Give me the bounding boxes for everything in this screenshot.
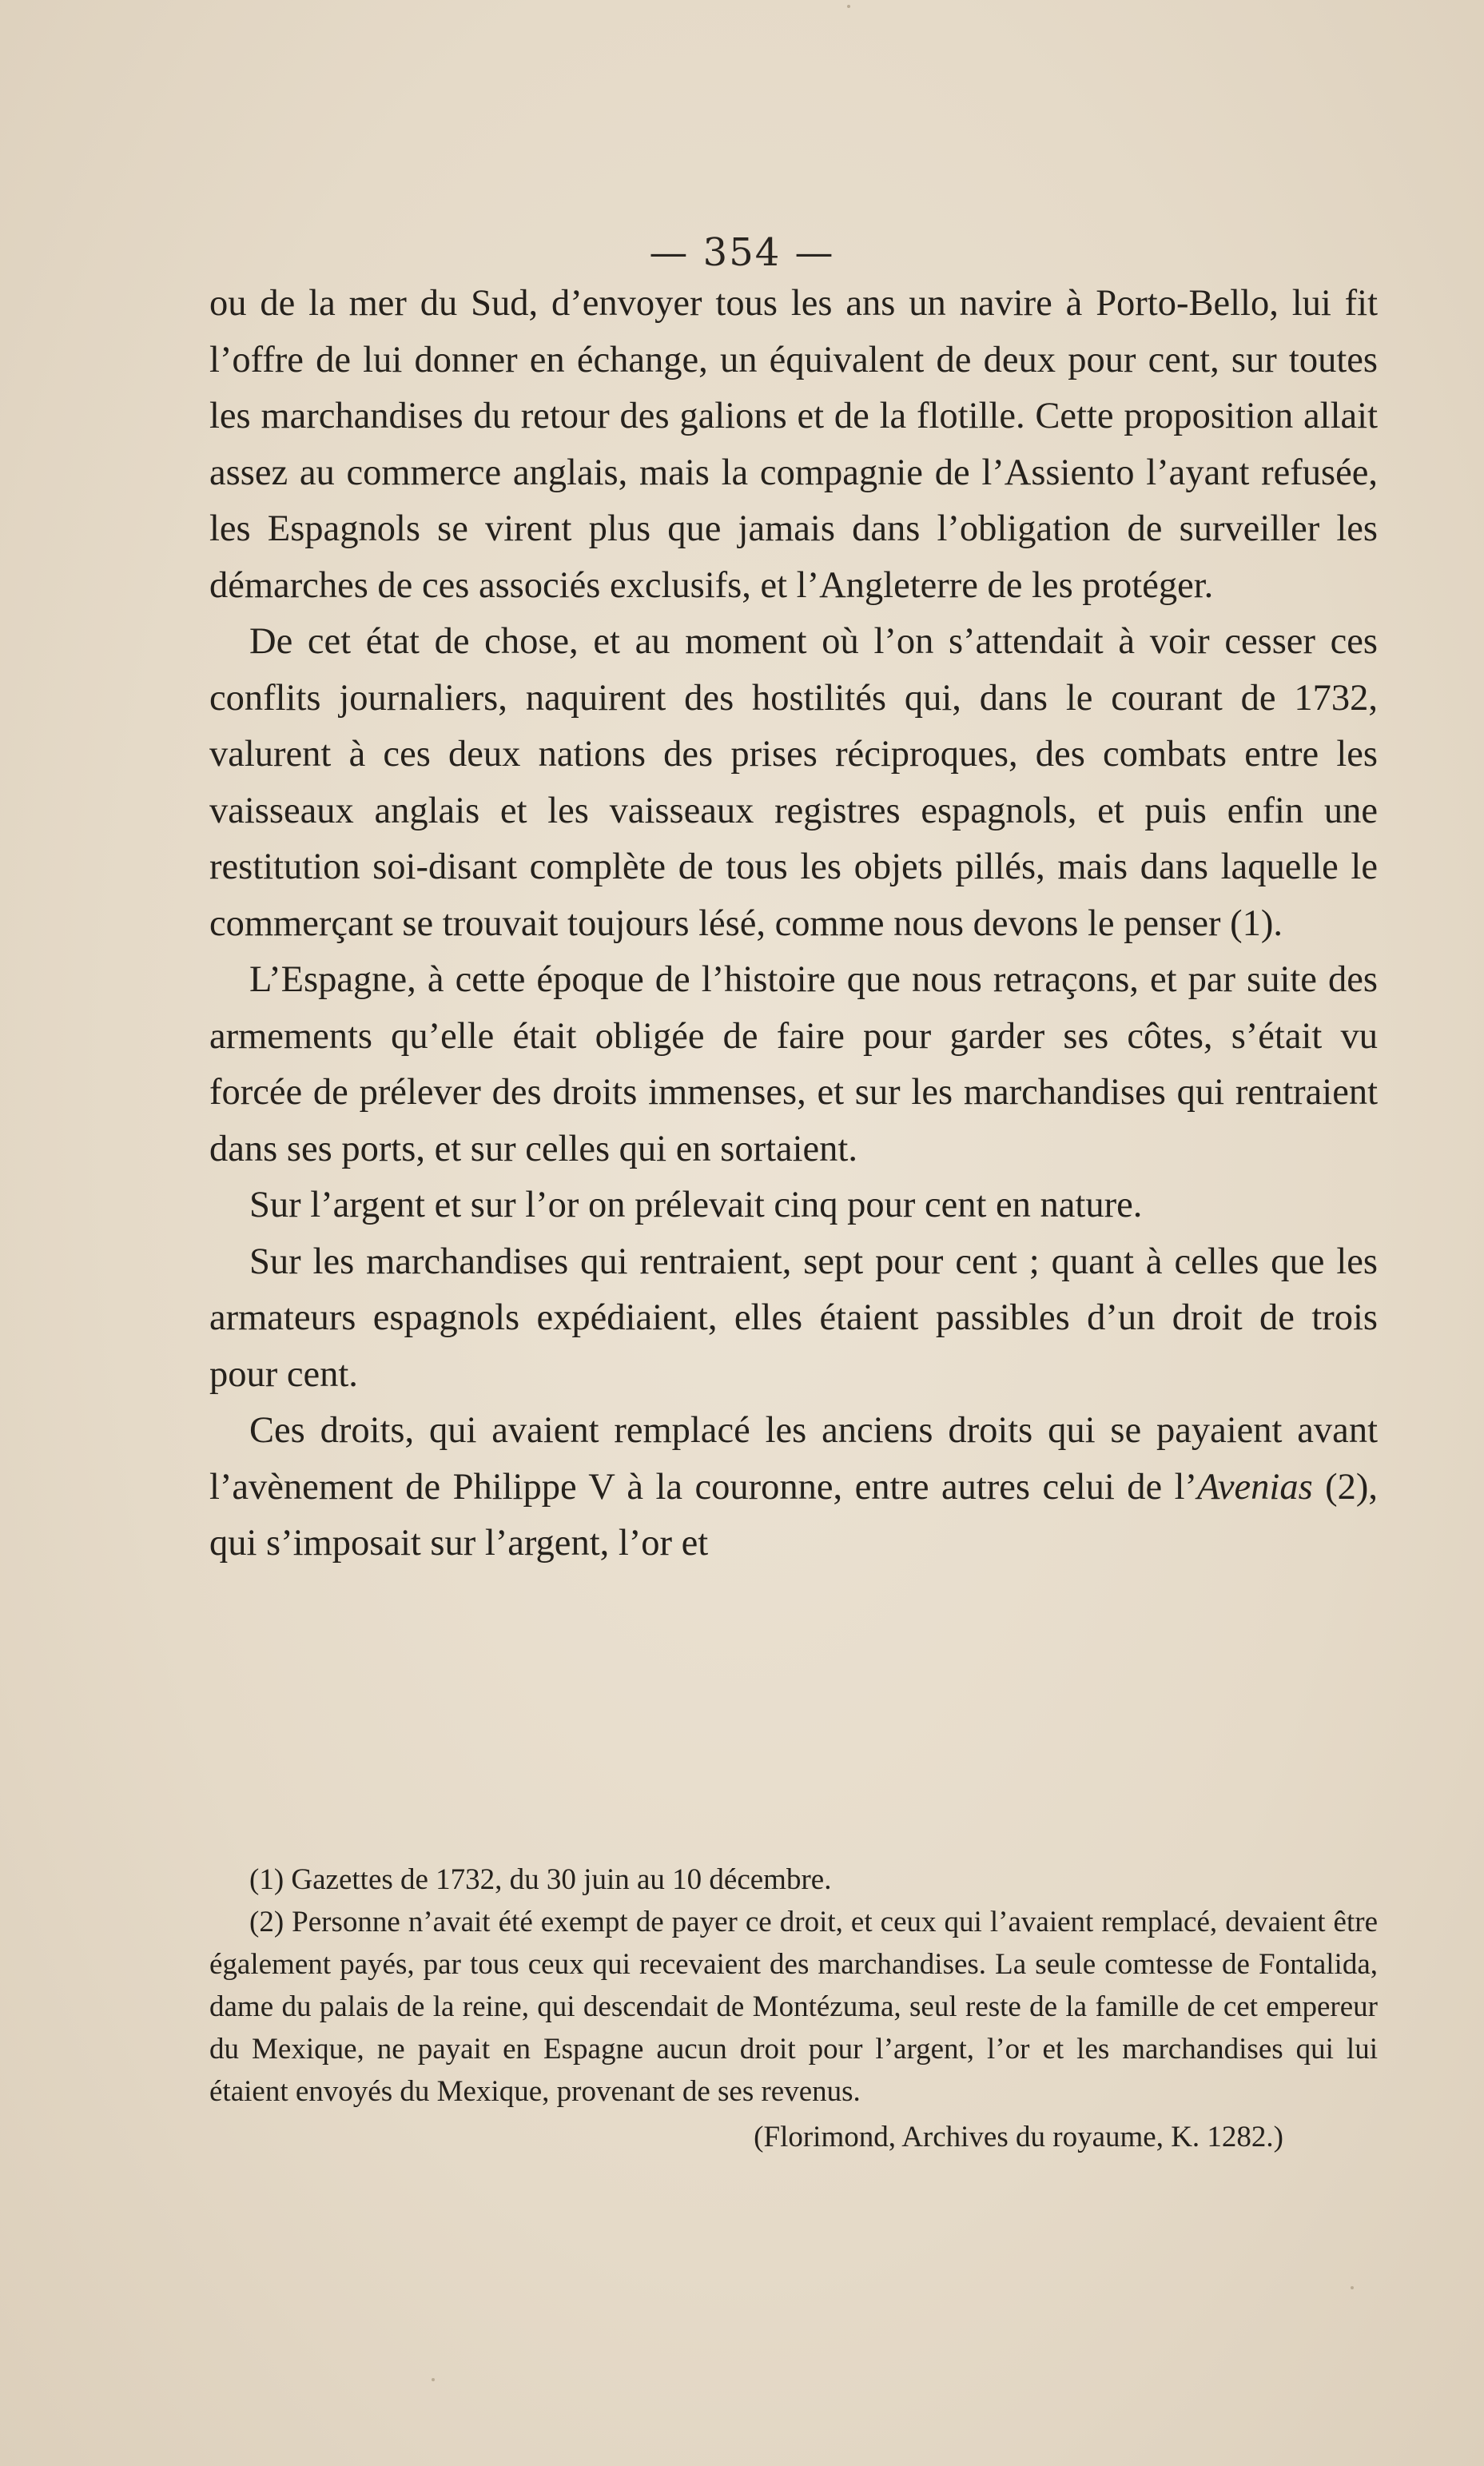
italic-term: Avenias	[1197, 1466, 1313, 1508]
paragraph-text: Ces droits, qui avaient remplacé les anciens droits qui se payaient avant l’avènement de Philippe V à la couronne, entre autres celui de l’	[209, 1410, 1378, 1508]
paper-speck	[432, 2378, 435, 2381]
footnotes	[209, 1858, 1378, 2158]
paragraph: Sur les marchandises qui rentraient, sept pour cent ; quant à celles que les armateurs espagnols expédiaient, elles étaient passibles d’un droit de trois pour cent.	[209, 1241, 1378, 1395]
paper-speck	[847, 5, 850, 8]
footnote: (2) Personne n’avait été exempt de payer ce droit, et ceux qui l’avaient remplacé, devaient être également payés, par tous ceux qui recevaient des marchandises. La seule comtesse de Fontalida, dame du palais de la reine, qui descendait de Montézuma, seul reste de la famille de cet empereur du Mexique, ne payait en Espagne aucun droit pour l’argent, l’or et les marchandises qui lui étaient envoyés du Mexique, provenant de ses revenus.	[209, 1906, 1378, 2108]
paragraph-text: (2), qui s’imposait sur l’argent, l’or et	[209, 1466, 1378, 1564]
footnote: (1) Gazettes de 1732, du 30 juin au 10 décembre.	[249, 1863, 832, 1896]
main-text	[209, 276, 1378, 1572]
paragraph: L’Espagne, à cette époque de l’histoire que nous retraçons, et par suite des armements qu’elle était obligée de faire pour garder ses côtes, s’était vu forcée de prélever des droits immenses, et sur les marchandises qui rentraient dans ses ports, et sur celles qui en sortaient.	[209, 959, 1378, 1169]
page-number: — 354 —	[649, 230, 835, 275]
paragraph: De cet état de chose, et au moment où l’on s’attendait à voir cesser ces conflits journaliers, naquirent des hostilités qui, dans le courant de 1732, valurent à ces deux nations des prises réciproques, des combats entre les vaisseaux anglais et les vaisseaux registres espagnols, et puis enfin une restitution soi-disant complète de tous les objets pillés, mais dans laquelle le commerçant se trouvait toujours lésé, comme nous devons le penser (1).	[209, 621, 1378, 944]
footnote-source: (Florimond, Archives du royaume, K. 1282.)	[754, 2121, 1283, 2153]
paragraph: Sur l’argent et sur l’or on prélevait cinq pour cent en nature.	[249, 1185, 1143, 1225]
paragraph-last	[209, 1403, 1378, 1572]
paper-speck	[1351, 2286, 1354, 2289]
paragraph: ou de la mer du Sud, d’envoyer tous les ans un navire à Porto-Bello, lui fit l’offre de lui donner en échange, un équivalent de deux pour cent, sur toutes les marchandises du retour des galions et de la flotille. Cette proposition allait assez au commerce anglais, mais la compagnie de l’Assiento l’ayant refusée, les Espagnols se virent plus que jamais dans l’obligation de surveiller les démarches de ces associés exclusifs, et l’Angleterre de les protéger.	[209, 283, 1378, 606]
